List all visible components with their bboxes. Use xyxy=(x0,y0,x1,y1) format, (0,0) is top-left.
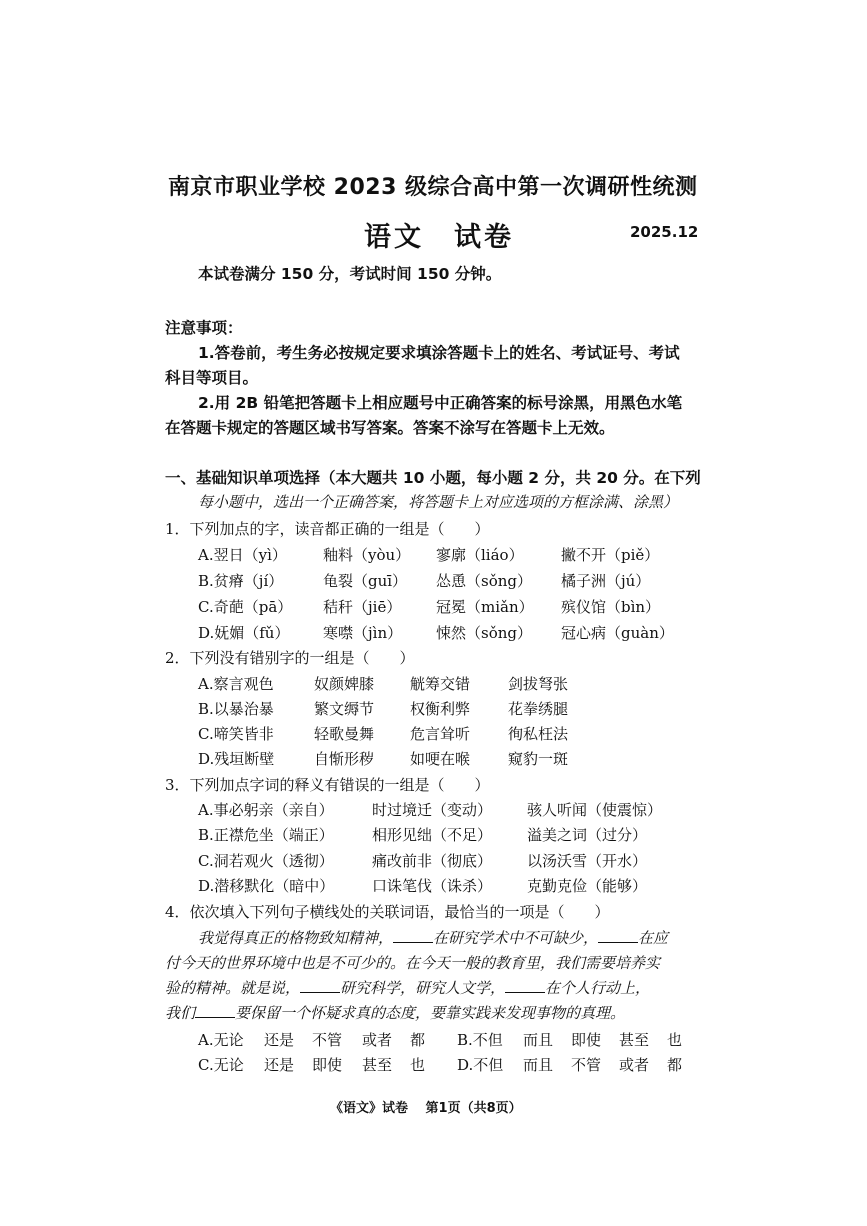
q1-a-item: 寥廓（liáo） xyxy=(436,546,524,564)
q4-passage-line xyxy=(198,927,668,948)
q2-b-item: 权衡利弊 xyxy=(410,700,471,718)
q4-option-word: 不管 xyxy=(312,1031,343,1049)
q4-option-word: C.无论 xyxy=(198,1056,244,1074)
q2-d-item: 如哽在喉 xyxy=(410,750,471,768)
q4-option-word: 都 xyxy=(410,1031,426,1049)
q3-b-item: 相形见绌（不足） xyxy=(372,826,493,844)
q1-c-item: C.奇葩（pā） xyxy=(198,598,293,616)
q2-a-item: 剑拔弩张 xyxy=(508,675,569,693)
q2-a-item: A.察言观色 xyxy=(198,675,274,693)
q4-passage-line xyxy=(165,1002,625,1023)
q3-d-item: D.潜移默化（暗中） xyxy=(198,877,335,895)
q4-option-word: 或者 xyxy=(619,1056,650,1074)
q4-text: 我们 xyxy=(165,1004,196,1022)
q2-option-b xyxy=(198,698,568,719)
q1-b-item: 橘子洲（jú） xyxy=(561,572,651,590)
subject-title: 语文 试卷 xyxy=(364,222,514,253)
q1-option-d xyxy=(198,622,674,643)
q4-passage-line: 付今天的世界环境中也是不可少的。在今天一般的教育里，我们需要培养实 xyxy=(165,954,661,972)
q4-option-word: 而且 xyxy=(523,1056,554,1074)
q4-option-word: 还是 xyxy=(264,1056,295,1074)
q4-options-cd xyxy=(198,1054,682,1075)
q4-option-word: 即使 xyxy=(571,1031,602,1049)
exam-date: 2025.12 xyxy=(630,223,699,241)
notice-item-1: 1.答卷前，考生务必按规定要求填涂答题卡上的姓名、考试证号、考试 xyxy=(198,344,680,362)
q2-d-item: 自惭形秽 xyxy=(314,750,375,768)
section1-heading-cont: 每小题中，选出一个正确答案，将答题卡上对应选项的方框涂满、涂黑） xyxy=(198,493,679,511)
page-footer: 《语文》试卷 第1页（共8页） xyxy=(330,1101,522,1116)
q4-option-word: 也 xyxy=(667,1031,683,1049)
q4-option-word: 都 xyxy=(667,1056,683,1074)
q3-a-item: 骇人听闻（使震惊） xyxy=(527,801,663,819)
q4-option-word: 即使 xyxy=(312,1056,343,1074)
q1-b-item: 龟裂（guī） xyxy=(323,572,408,590)
q4-options-ab xyxy=(198,1029,682,1050)
q2-option-a xyxy=(198,673,568,694)
q1-option-a xyxy=(198,544,659,565)
q1-d-item: 寒噤（jìn） xyxy=(323,624,403,642)
q3-c-item: C.洞若观火（透彻） xyxy=(198,852,334,870)
q4-option-word: D.不但 xyxy=(457,1056,504,1074)
q3-c-item: 痛改前非（彻底） xyxy=(372,852,493,870)
q4-option-word: 也 xyxy=(410,1056,426,1074)
q4-option-word: 而且 xyxy=(523,1031,554,1049)
q2-c-item: 危言耸听 xyxy=(410,725,471,743)
q2-d-item: 窥豹一斑 xyxy=(508,750,569,768)
q1-a-item: A.翌日（yì） xyxy=(198,546,287,564)
q4-option-word: 或者 xyxy=(362,1031,393,1049)
q3-option-b xyxy=(198,824,647,845)
q1-c-item: 冠冕（miǎn） xyxy=(436,598,534,616)
q2-c-item: 轻歌曼舞 xyxy=(314,725,375,743)
q2-d-item: D.残垣断壁 xyxy=(198,750,275,768)
q1-a-item: 撇不开（piě） xyxy=(561,546,660,564)
q1-option-c xyxy=(198,596,660,617)
q3-option-d xyxy=(198,875,647,896)
q2-c-item: 徇私枉法 xyxy=(508,725,569,743)
q1-d-item: 冠心病（guàn） xyxy=(561,624,674,642)
q2-option-d xyxy=(198,748,568,769)
q4-option-word: 甚至 xyxy=(362,1056,393,1074)
fill-blank xyxy=(300,980,340,993)
q1-c-item: 秸秆（jiē） xyxy=(323,598,402,616)
notice-item-1-cont: 科目等项目。 xyxy=(165,369,259,387)
q1-stem: 1．下列加点的字，读音都正确的一组是（ ） xyxy=(165,520,490,538)
q2-a-item: 觥筹交错 xyxy=(410,675,471,693)
q4-stem: 4．依次填入下列句子横线处的关联词语，最恰当的一项是（ ） xyxy=(165,903,610,921)
q4-text: 在应 xyxy=(638,929,669,947)
fill-blank xyxy=(598,930,638,943)
q4-text: 验的精神。就是说， xyxy=(165,979,301,997)
q4-text: 要保留一个怀疑求真的态度，要靠实践来发现事物的真理。 xyxy=(235,1004,626,1022)
q4-text: 研究科学，研究人文学， xyxy=(340,979,506,997)
q1-d-item: 悚然（sǒng） xyxy=(436,624,532,642)
q2-c-item: C.啼笑皆非 xyxy=(198,725,274,743)
q4-passage-line xyxy=(165,977,650,998)
q2-a-item: 奴颜婢膝 xyxy=(314,675,375,693)
exam-title: 南京市职业学校 2023 级综合高中第一次调研性统测 xyxy=(168,175,698,200)
q1-d-item: D.妩媚（fǔ） xyxy=(198,624,290,642)
q3-d-item: 克勤克俭（能够） xyxy=(527,877,648,895)
q2-b-item: 繁文缛节 xyxy=(314,700,375,718)
fill-blank xyxy=(505,980,545,993)
q3-b-item: B.正襟危坐（端正） xyxy=(198,826,334,844)
q2-b-item: B.以暴治暴 xyxy=(198,700,274,718)
q3-b-item: 溢美之词（过分） xyxy=(527,826,648,844)
q1-c-item: 殡仪馆（bìn） xyxy=(561,598,661,616)
q1-b-item: B.贫瘠（jí） xyxy=(198,572,284,590)
q3-a-item: 时过境迁（变动） xyxy=(372,801,493,819)
q4-text: 我觉得真正的格物致知精神， xyxy=(198,929,394,947)
q4-option-word: 还是 xyxy=(264,1031,295,1049)
q4-option-word: 甚至 xyxy=(619,1031,650,1049)
exam-info: 本试卷满分 150 分，考试时间 150 分钟。 xyxy=(198,265,502,283)
q3-c-item: 以汤沃雪（开水） xyxy=(527,852,648,870)
q3-option-c xyxy=(198,850,647,871)
q4-text: 在研究学术中不可缺少， xyxy=(433,929,599,947)
section1-heading: 一、基础知识单项选择（本大题共 10 小题，每小题 2 分，共 20 分。在下列 xyxy=(165,469,701,487)
q2-option-c xyxy=(198,723,568,744)
notice-item-2-cont: 在答题卡规定的答题区域书写答案。答案不涂写在答题卡上无效。 xyxy=(165,419,615,437)
q3-d-item: 口诛笔伐（诛杀） xyxy=(372,877,493,895)
q1-b-item: 怂恿（sǒng） xyxy=(436,572,532,590)
fill-blank xyxy=(393,930,433,943)
notice-item-2: 2.用 2B 铅笔把答题卡上相应题号中正确答案的标号涂黑，用黑色水笔 xyxy=(198,394,683,412)
q2-stem: 2．下列没有错别字的一组是（ ） xyxy=(165,649,415,667)
q3-option-a xyxy=(198,799,662,820)
q4-option-word: A.无论 xyxy=(198,1031,244,1049)
q2-b-item: 花拳绣腿 xyxy=(508,700,569,718)
q4-option-word: 不管 xyxy=(571,1056,602,1074)
q1-option-b xyxy=(198,570,650,591)
q1-a-item: 釉料（yòu） xyxy=(323,546,411,564)
fill-blank xyxy=(195,1005,235,1018)
q4-text: 在个人行动上， xyxy=(545,979,651,997)
q3-stem: 3．下列加点字词的释义有错误的一组是（ ） xyxy=(165,776,490,794)
q4-option-word: B.不但 xyxy=(457,1031,503,1049)
q3-a-item: A.事必躬亲（亲自） xyxy=(198,801,334,819)
notice-heading: 注意事项： xyxy=(165,319,243,337)
